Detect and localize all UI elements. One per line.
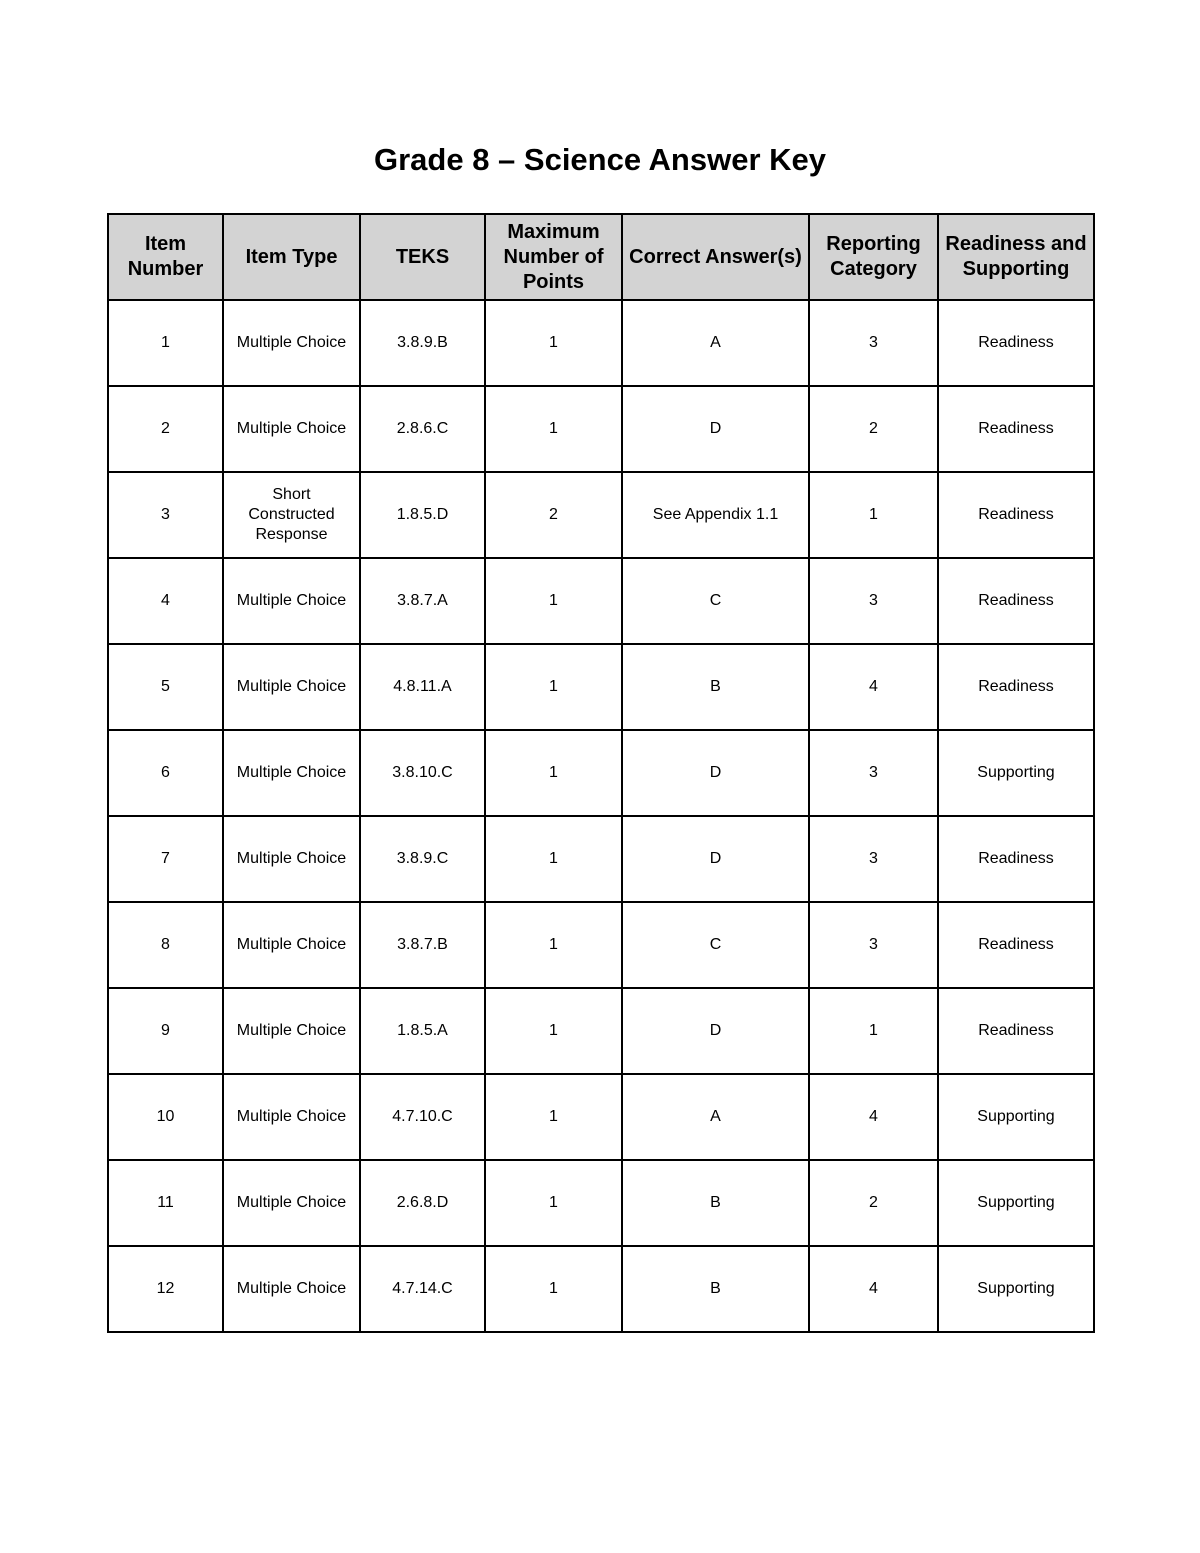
cell-correct-answer: C	[622, 902, 809, 988]
cell-item-type: Multiple Choice	[223, 644, 360, 730]
cell-reporting-category: 3	[809, 730, 938, 816]
cell-teks: 3.8.7.B	[360, 902, 485, 988]
cell-max-points: 1	[485, 816, 622, 902]
cell-teks: 4.8.11.A	[360, 644, 485, 730]
cell-item-number: 6	[108, 730, 223, 816]
table-header-row	[108, 214, 1094, 300]
table-row	[108, 1074, 1094, 1160]
cell-readiness-supporting: Readiness	[938, 386, 1094, 472]
table-row	[108, 730, 1094, 816]
cell-max-points: 1	[485, 730, 622, 816]
cell-max-points: 1	[485, 988, 622, 1074]
cell-correct-answer: C	[622, 558, 809, 644]
cell-item-type: Multiple Choice	[223, 902, 360, 988]
cell-readiness-supporting: Supporting	[938, 1160, 1094, 1246]
cell-max-points: 1	[485, 902, 622, 988]
cell-correct-answer: See Appendix 1.1	[622, 472, 809, 558]
cell-item-type: Multiple Choice	[223, 988, 360, 1074]
cell-teks: 3.8.10.C	[360, 730, 485, 816]
table-body	[108, 300, 1094, 1332]
cell-max-points: 1	[485, 644, 622, 730]
header-item-type: Item Type	[223, 214, 360, 300]
cell-max-points: 1	[485, 1074, 622, 1160]
cell-item-type: Multiple Choice	[223, 1160, 360, 1246]
cell-reporting-category: 4	[809, 644, 938, 730]
cell-item-number: 7	[108, 816, 223, 902]
cell-item-type: Multiple Choice	[223, 300, 360, 386]
cell-reporting-category: 3	[809, 902, 938, 988]
cell-item-number: 5	[108, 644, 223, 730]
cell-correct-answer: D	[622, 730, 809, 816]
cell-item-number: 4	[108, 558, 223, 644]
cell-item-number: 3	[108, 472, 223, 558]
cell-correct-answer: A	[622, 300, 809, 386]
cell-teks: 3.8.9.B	[360, 300, 485, 386]
cell-reporting-category: 1	[809, 988, 938, 1074]
cell-item-number: 10	[108, 1074, 223, 1160]
table-row	[108, 472, 1094, 558]
cell-readiness-supporting: Supporting	[938, 1074, 1094, 1160]
cell-item-number: 1	[108, 300, 223, 386]
cell-item-type: Multiple Choice	[223, 558, 360, 644]
cell-correct-answer: D	[622, 988, 809, 1074]
cell-readiness-supporting: Readiness	[938, 816, 1094, 902]
cell-item-number: 12	[108, 1246, 223, 1332]
table-row	[108, 300, 1094, 386]
cell-correct-answer: D	[622, 386, 809, 472]
cell-max-points: 1	[485, 300, 622, 386]
cell-item-number: 9	[108, 988, 223, 1074]
table-row	[108, 558, 1094, 644]
cell-readiness-supporting: Readiness	[938, 988, 1094, 1074]
header-correct-answers: Correct Answer(s)	[622, 214, 809, 300]
table-row	[108, 386, 1094, 472]
cell-readiness-supporting: Readiness	[938, 472, 1094, 558]
cell-item-type: Multiple Choice	[223, 386, 360, 472]
header-reporting-category: Reporting Category	[809, 214, 938, 300]
cell-readiness-supporting: Readiness	[938, 300, 1094, 386]
cell-teks: 1.8.5.A	[360, 988, 485, 1074]
cell-teks: 2.6.8.D	[360, 1160, 485, 1246]
header-item-number: Item Number	[108, 214, 223, 300]
cell-max-points: 1	[485, 1160, 622, 1246]
cell-correct-answer: B	[622, 644, 809, 730]
cell-reporting-category: 3	[809, 300, 938, 386]
cell-item-number: 8	[108, 902, 223, 988]
cell-readiness-supporting: Readiness	[938, 902, 1094, 988]
header-max-points: Maximum Number of Points	[485, 214, 622, 300]
page-title: Grade 8 – Science Answer Key	[373, 142, 827, 177]
cell-readiness-supporting: Supporting	[938, 1246, 1094, 1332]
cell-correct-answer: B	[622, 1160, 809, 1246]
cell-readiness-supporting: Readiness	[938, 558, 1094, 644]
cell-teks: 3.8.7.A	[360, 558, 485, 644]
header-teks: TEKS	[360, 214, 485, 300]
cell-item-type: Short Constructed Response	[223, 472, 360, 558]
cell-max-points: 1	[485, 1246, 622, 1332]
table-row	[108, 1246, 1094, 1332]
cell-teks: 4.7.14.C	[360, 1246, 485, 1332]
cell-max-points: 1	[485, 386, 622, 472]
cell-reporting-category: 2	[809, 1160, 938, 1246]
cell-item-type: Multiple Choice	[223, 730, 360, 816]
cell-item-number: 11	[108, 1160, 223, 1246]
answer-key-table	[107, 213, 1095, 1333]
cell-readiness-supporting: Supporting	[938, 730, 1094, 816]
table-row	[108, 902, 1094, 988]
cell-reporting-category: 3	[809, 816, 938, 902]
cell-reporting-category: 2	[809, 386, 938, 472]
cell-teks: 1.8.5.D	[360, 472, 485, 558]
table-row	[108, 644, 1094, 730]
cell-item-type: Multiple Choice	[223, 1074, 360, 1160]
table-row	[108, 1160, 1094, 1246]
cell-reporting-category: 4	[809, 1246, 938, 1332]
cell-reporting-category: 4	[809, 1074, 938, 1160]
cell-item-type: Multiple Choice	[223, 1246, 360, 1332]
header-readiness-supporting: Readiness and Supporting	[938, 214, 1094, 300]
cell-max-points: 1	[485, 558, 622, 644]
cell-reporting-category: 1	[809, 472, 938, 558]
table-row	[108, 988, 1094, 1074]
cell-reporting-category: 3	[809, 558, 938, 644]
table-row	[108, 816, 1094, 902]
cell-max-points: 2	[485, 472, 622, 558]
cell-readiness-supporting: Readiness	[938, 644, 1094, 730]
cell-item-type: Multiple Choice	[223, 816, 360, 902]
cell-item-number: 2	[108, 386, 223, 472]
cell-correct-answer: D	[622, 816, 809, 902]
cell-correct-answer: A	[622, 1074, 809, 1160]
cell-teks: 2.8.6.C	[360, 386, 485, 472]
cell-correct-answer: B	[622, 1246, 809, 1332]
cell-teks: 4.7.10.C	[360, 1074, 485, 1160]
cell-teks: 3.8.9.C	[360, 816, 485, 902]
